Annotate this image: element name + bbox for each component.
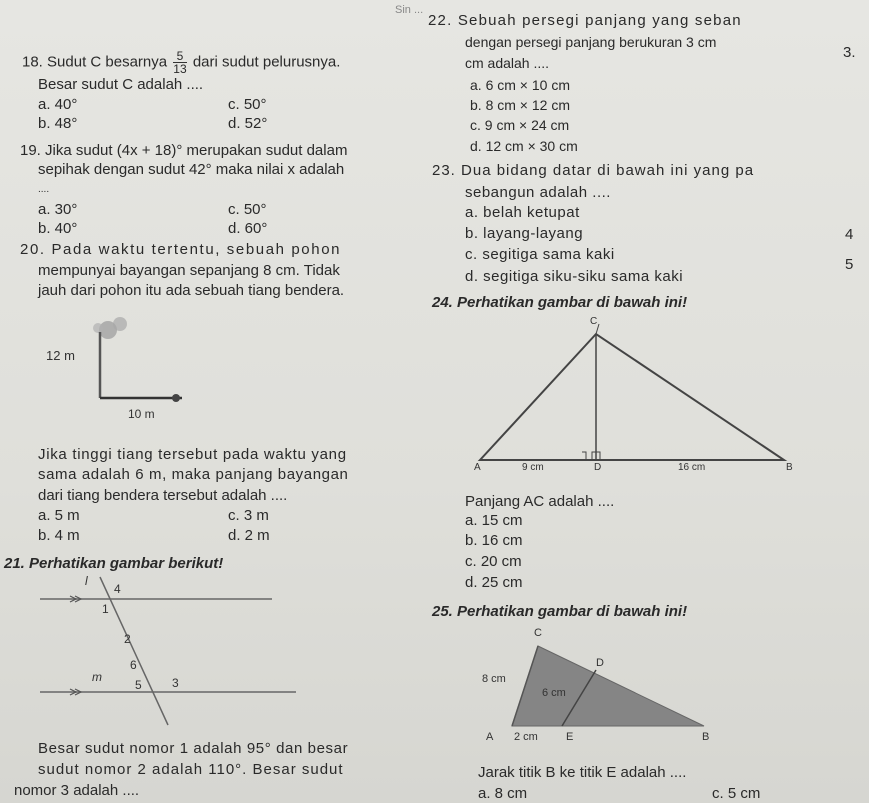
q19-line1 bbox=[20, 142, 347, 159]
q19-line3: .... bbox=[38, 184, 50, 195]
q20-line1-text: Pada waktu tertentu, sebuah pohon bbox=[51, 241, 342, 258]
q21-label-2: 2 bbox=[124, 632, 131, 646]
q24-label-a: A bbox=[474, 462, 481, 473]
q24-number: 24. bbox=[432, 294, 453, 311]
q24-triangle-figure bbox=[468, 312, 808, 482]
q25-label-b: B bbox=[702, 731, 710, 743]
q21-parallel-lines-figure bbox=[40, 575, 280, 725]
q23-option-b[interactable]: b. layang-layang bbox=[465, 225, 584, 242]
q21-label-l: l bbox=[85, 574, 88, 588]
q23-line1-text: Dua bidang datar di bawah ini yang pa bbox=[461, 162, 755, 179]
margin-number-5: 5 bbox=[845, 256, 854, 273]
q21-label-m: m bbox=[92, 670, 102, 684]
q24-option-a[interactable]: a. 15 cm bbox=[465, 512, 523, 529]
q20-line1 bbox=[20, 241, 341, 258]
q25-label-c: C bbox=[534, 627, 542, 639]
q21-line3: nomor 3 adalah .... bbox=[14, 782, 140, 799]
q22-line1-text: Sebuah persegi panjang yang seban bbox=[457, 12, 742, 29]
q23-line2: sebangun adalah .... bbox=[465, 184, 611, 201]
q25-label-ae: 2 cm bbox=[514, 731, 538, 743]
q18-question: Besar sudut C adalah .... bbox=[38, 76, 204, 93]
q24-option-d[interactable]: d. 25 cm bbox=[465, 574, 523, 591]
q20-tree-figure bbox=[40, 310, 210, 430]
top-partial-text: Sin ... bbox=[395, 4, 424, 16]
q18-frac-num: 5 bbox=[173, 50, 186, 63]
q18-option-b[interactable]: b. 48° bbox=[38, 115, 78, 132]
q25-option-c[interactable]: c. 5 cm bbox=[712, 785, 761, 802]
q25-number: 25. bbox=[432, 603, 453, 620]
q20-line5: sama adalah 6 m, maka panjang bayangan bbox=[38, 466, 349, 483]
q18-option-a[interactable]: a. 40° bbox=[38, 96, 78, 113]
q19-option-a[interactable]: a. 30° bbox=[38, 201, 78, 218]
q20-option-d[interactable]: d. 2 m bbox=[228, 527, 270, 544]
q25-label-d: D bbox=[596, 657, 604, 669]
q20-line6: dari tiang bendera tersebut adalah .... bbox=[38, 487, 288, 504]
q21-title-line bbox=[4, 555, 223, 572]
q18-frac-den: 13 bbox=[173, 62, 187, 76]
q19-line1-text: Jika sudut (4x + 18)° merupakan sudut dalam bbox=[45, 142, 348, 159]
q22-line1 bbox=[428, 12, 742, 29]
q25-label-ac: 8 cm bbox=[482, 673, 506, 685]
q24-option-c[interactable]: c. 20 cm bbox=[465, 553, 522, 570]
q24-label-db: 16 cm bbox=[678, 462, 706, 473]
q23-number: 23. bbox=[432, 162, 456, 179]
q22-line3: cm adalah .... bbox=[465, 55, 550, 71]
q25-title: Perhatikan gambar di bawah ini! bbox=[457, 603, 688, 620]
q23-option-d[interactable]: d. segitiga siku-siku sama kaki bbox=[465, 268, 684, 285]
q19-option-d[interactable]: d. 60° bbox=[228, 220, 268, 237]
q25-label-e: E bbox=[566, 731, 574, 743]
q20-option-b[interactable]: b. 4 m bbox=[38, 527, 80, 544]
q19-number: 19. bbox=[20, 142, 41, 159]
q18-fraction bbox=[173, 50, 186, 75]
q20-line2: mempunyai bayangan sepanjang 8 cm. Tidak bbox=[38, 262, 340, 279]
q21-line2: sudut nomor 2 adalah 110°. Besar sudut bbox=[38, 761, 344, 778]
q24-label-ad: 9 cm bbox=[522, 462, 544, 473]
q25-title-line bbox=[432, 603, 687, 620]
q21-line1: Besar sudut nomor 1 adalah 95° dan besar bbox=[38, 740, 349, 757]
q20-number: 20. bbox=[20, 241, 46, 258]
q19-option-c[interactable]: c. 50° bbox=[228, 201, 267, 218]
q22-option-b[interactable]: b. 8 cm × 12 cm bbox=[470, 97, 570, 113]
q22-option-c[interactable]: c. 9 cm × 24 cm bbox=[470, 117, 570, 133]
q22-line2: dengan persegi panjang berukuran 3 cm bbox=[465, 34, 717, 50]
q25-label-ed: 6 cm bbox=[542, 687, 566, 699]
q20-fig-width: 10 m bbox=[128, 407, 155, 421]
q23-line1 bbox=[432, 162, 754, 179]
q20-fig-height: 12 m bbox=[46, 348, 75, 363]
q18-text-b: dari sudut pelurusnya. bbox=[192, 53, 341, 71]
q24-title: Perhatikan gambar di bawah ini! bbox=[457, 294, 688, 311]
q21-label-3: 3 bbox=[172, 676, 179, 690]
q24-option-b[interactable]: b. 16 cm bbox=[465, 532, 523, 549]
q24-label-d: D bbox=[594, 462, 602, 473]
q18-option-d[interactable]: d. 52° bbox=[228, 115, 268, 132]
q19-option-b[interactable]: b. 40° bbox=[38, 220, 78, 237]
margin-number-4: 4 bbox=[845, 226, 854, 243]
q20-line3: jauh dari pohon itu ada sebuah tiang bendera. bbox=[38, 282, 345, 299]
q22-number: 22. bbox=[428, 12, 453, 29]
q21-label-5: 5 bbox=[135, 678, 142, 692]
q24-label-b: B bbox=[786, 462, 793, 473]
q21-number: 21. bbox=[4, 555, 25, 572]
q24-label-c: C bbox=[590, 316, 598, 327]
q18-stem bbox=[22, 50, 340, 75]
q23-option-a[interactable]: a. belah ketupat bbox=[465, 204, 580, 221]
q21-label-1: 1 bbox=[102, 602, 109, 616]
q22-option-a[interactable]: a. 6 cm × 10 cm bbox=[470, 77, 570, 93]
q25-question: Jarak titik B ke titik E adalah .... bbox=[478, 764, 687, 781]
q20-option-a[interactable]: a. 5 m bbox=[38, 507, 80, 524]
q24-question: Panjang AC adalah .... bbox=[465, 493, 615, 510]
q23-option-c[interactable]: c. segitiga sama kaki bbox=[465, 246, 615, 263]
q25-option-a[interactable]: a. 8 cm bbox=[478, 785, 528, 802]
q20-option-c[interactable]: c. 3 m bbox=[228, 507, 269, 524]
q20-line4: Jika tinggi tiang tersebut pada waktu yang bbox=[38, 446, 347, 463]
q25-triangle-figure bbox=[478, 626, 718, 756]
q21-label-6: 6 bbox=[130, 658, 137, 672]
margin-number-3: 3. bbox=[843, 44, 856, 61]
q18-option-c[interactable]: c. 50° bbox=[228, 96, 267, 113]
q21-title: Perhatikan gambar berikut! bbox=[29, 555, 224, 572]
q18-number: 18. bbox=[22, 53, 43, 71]
q24-title-line bbox=[432, 294, 687, 311]
q18-text-a: Sudut C besarnya bbox=[47, 53, 168, 71]
q22-option-d[interactable]: d. 12 cm × 30 cm bbox=[470, 138, 578, 154]
q19-line2: sepihak dengan sudut 42° maka nilai x adalah bbox=[38, 161, 345, 178]
q25-label-a: A bbox=[486, 731, 494, 743]
q21-label-4: 4 bbox=[114, 582, 121, 596]
